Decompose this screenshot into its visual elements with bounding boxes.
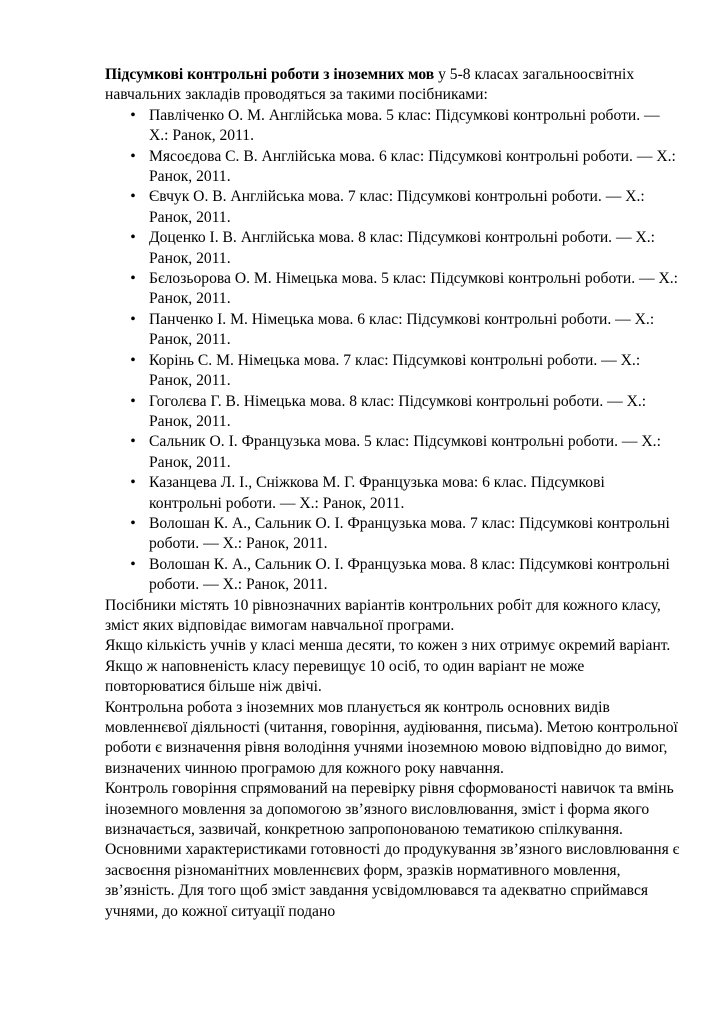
bullet-icon: •	[130, 147, 136, 165]
intro-rest: у 5-8 класах загальноосвітніх навчальних закладів проводяться за такими посібниками:	[105, 66, 635, 104]
list-item	[105, 269, 680, 310]
body-paragraph-class-size: Якщо кількість учнів у класі менша десяти, то кожен з них отримує окремий варіант. Якщо ж наповненість класу перевищує 10 осіб, то один варіант не може повторюватися більше ніж двічі.	[105, 637, 671, 696]
list-item-text: Доценко І. В. Англійська мова. 8 клас: Підсумкові контрольні роботи. — Х.: Ранок, 2011.	[149, 229, 655, 267]
list-item-text: Волошан К. А., Сальник О. І. Французька мова. 7 клас: Підсумкові контрольні роботи. — Х.: Ранок, 2011.	[149, 514, 670, 553]
bullet-icon: •	[130, 270, 136, 288]
bullet-icon: •	[130, 555, 136, 573]
bullet-icon: •	[130, 310, 136, 328]
list-item	[105, 392, 680, 433]
list-item	[105, 351, 680, 392]
list-item	[105, 187, 680, 228]
list-item	[105, 147, 680, 188]
list-item-text: Казанцева Л. І., Сніжкова М. Г. Французька мова: 6 клас. Підсумкові контрольні роботи. — Х.: Ранок, 2011.	[149, 474, 605, 512]
bullet-icon: •	[130, 106, 136, 124]
bullet-icon: •	[130, 229, 136, 247]
body-paragraph-purpose: Контрольна робота з іноземних мов планується як контроль основних видів мовленнєвої діяльності (читання, говоріння, аудіювання, письма). Метою контрольної роботи є визначення рівня володіння учнями іноземною мовою відповідно до вимог, визначених чинною програмою для кожного року навчання.	[105, 698, 678, 777]
list-item-text: Мясоєдова С. В. Англійська мова. 6 клас: Підсумкові контрольні роботи. — Х.: Ранок, 2011.	[149, 147, 676, 186]
list-item	[105, 310, 680, 351]
list-item-text: Сальник О. І. Французька мова. 5 клас: Підсумкові контрольні роботи. — Х.: Ранок, 2011.	[149, 433, 661, 471]
bullet-icon: •	[130, 392, 136, 410]
list-item	[105, 555, 680, 596]
list-item-text: Волошан К. А., Сальник О. І. Французька мова. 8 клас: Підсумкові контрольні роботи. — Х.: Ранок, 2011.	[149, 555, 670, 594]
bullet-icon: •	[130, 433, 136, 451]
body-paragraph-variants: Посібники містять 10 рівнозначних варіантів контрольних робіт для кожного класу, зміст яких відповідає вимогам навчальної програми.	[105, 596, 661, 634]
intro-paragraph	[105, 65, 680, 106]
intro-bold-heading: Підсумкові контрольні роботи з іноземних мов	[105, 66, 435, 83]
list-item-text: Бєлозьорова О. М. Німецька мова. 5 клас: Підсумкові контрольні роботи. — Х.: Ранок, 2011.	[149, 270, 678, 308]
list-item	[105, 228, 680, 269]
bullet-icon: •	[130, 474, 136, 492]
list-item-text: Корінь С. М. Німецька мова. 7 клас: Підсумкові контрольні роботи. — Х.: Ранок, 2011.	[149, 351, 641, 390]
textbook-list	[105, 106, 680, 596]
document-page	[105, 65, 680, 922]
list-item-text: Гоголєва Г. В. Німецька мова. 8 клас: Підсумкові контрольні роботи. — Х.: Ранок, 2011.	[149, 392, 647, 430]
list-item-text: Павліченко О. М. Англійська мова. 5 клас: Підсумкові контрольні роботи. — Х.: Ранок, 2011.	[149, 106, 660, 145]
list-item	[105, 473, 680, 514]
list-item	[105, 514, 680, 555]
bullet-icon: •	[130, 351, 136, 369]
list-item-text: Євчук О. В. Англійська мова. 7 клас: Підсумкові контрольні роботи. — Х.: Ранок, 2011.	[149, 188, 645, 226]
body-paragraph-speaking-control: Контроль говоріння спрямований на перевірку рівня сформованості навичок та вмінь іноземного мовлення за допомогою зв’язного висловлювання, зміст і форма якого визначається, зазвичай, конкретною запропонованою тематикою спілкування. Основними характеристиками готовності до продукування зв’язного висловлювання є засвоєння різноманітних мовленнєвих форм, зразків нормативного мовлення, зв’язність. Для того щоб зміст завдання усвідомлювався та адекватно сприймався учнями, до кожної ситуації подано	[105, 780, 680, 920]
list-item-text: Панченко І. М. Німецька мова. 6 клас: Підсумкові контрольні роботи. — Х.: Ранок, 2011.	[149, 310, 655, 349]
bullet-icon: •	[130, 514, 136, 532]
list-item	[105, 106, 680, 147]
list-item	[105, 432, 680, 473]
bullet-icon: •	[130, 188, 136, 206]
